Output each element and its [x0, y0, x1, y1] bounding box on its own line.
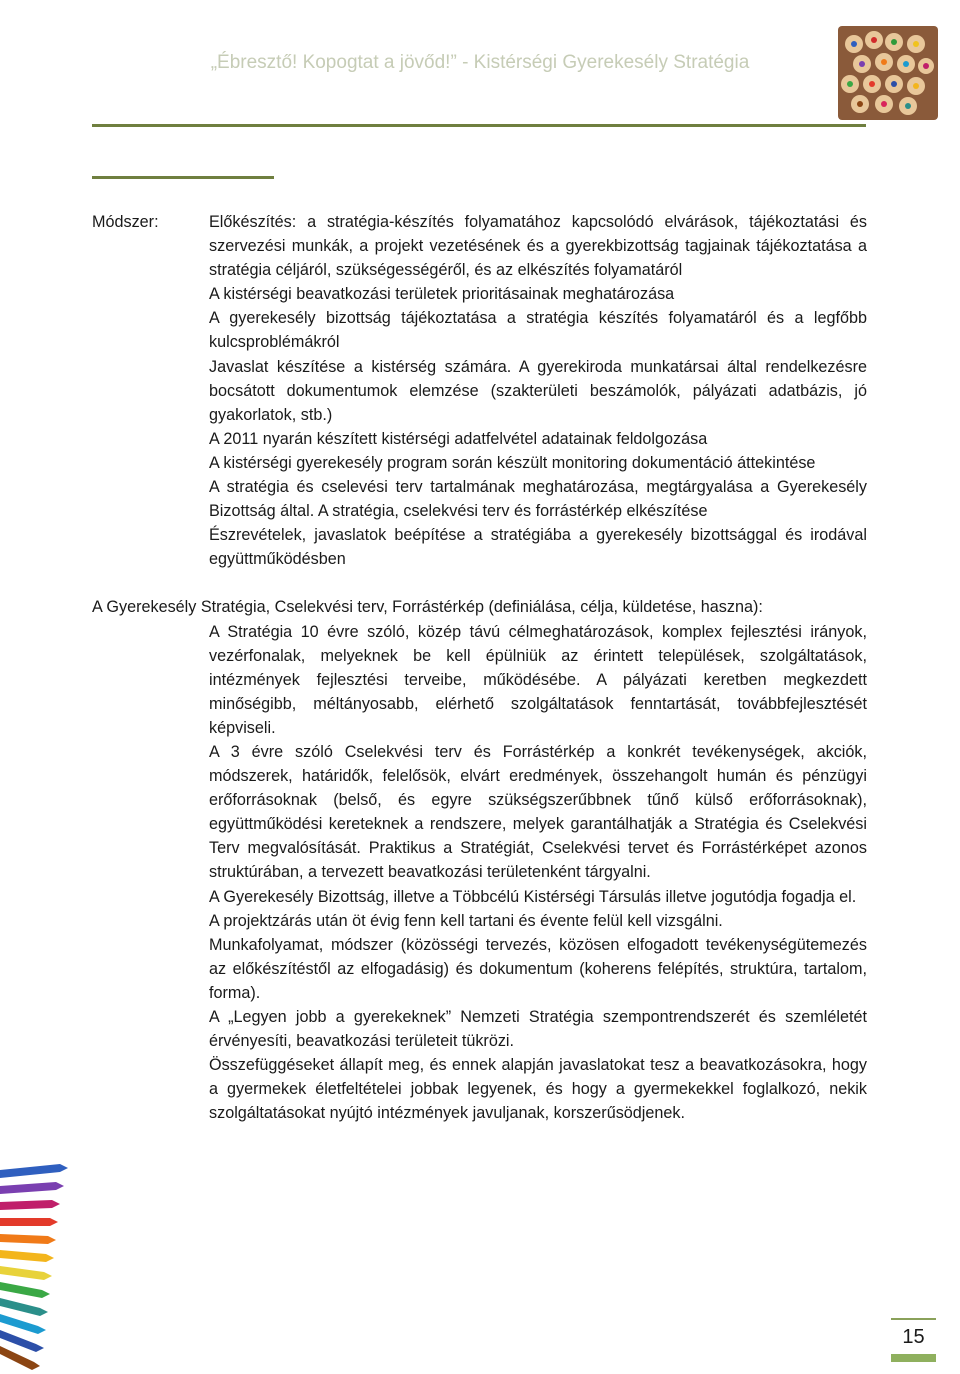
- section-item: A 3 évre szóló Cselekvési terv és Forrástérkép a konkrét tevékenységek, akciók, módszerek, határidők, felelősök, elvárt eredmények, összehangolt humán és pénzügyi erőforrásoknak (belső, és egyre szükségszerűbbnek tűnő külső erőforrásoknak), együttműködési kereteknek a rendszere, melyek garantálhatják a Stratégia és Cselekvési Terv megvalósítását. Praktikus a Stratégiát, Cselekvési tervet és Forrástérképet azonos struktúrában, a tervezett beavatkozási területenként tárgyalni.: [209, 742, 867, 882]
- method-item: A stratégia és cselevési terv tartalmának meghatározása, megtárgyalása a Gyerekesély Bizottság által. A stratégia, cselekvési terv és forrástérkép elkészítése: [209, 478, 867, 521]
- method-item: Észrevételek, javaslatok beépítése a stratégiába a gyerekesély bizottsággal és irodával együttműködésben: [209, 526, 867, 569]
- method-item: A kistérségi gyerekesély program során készült monitoring dokumentáció áttekintése: [209, 453, 816, 472]
- method-label: Módszer:: [92, 213, 159, 231]
- header-rule: [92, 124, 866, 127]
- section-item: Összefüggéseket állapít meg, és ennek alapján javaslatokat tesz a beavatkozásokra, hogy a gyermekek életfeltételei jobbak legyenek, és hogy a gyermekekkel foglalkozó, nekik szolgáltatásokat nyújtó intézmények javuljanak, korszerűsödjenek.: [209, 1056, 867, 1123]
- method-list: [209, 210, 867, 571]
- section-item: A Gyerekesély Bizottság, illetve a Többcélú Kistérségi Társulás illetve jogutódja fogadja el.: [209, 887, 857, 906]
- header-title: „Ébresztő! Kopogtat a jövőd!” - Kistérségi Gyerekesély Stratégia: [210, 52, 750, 73]
- section-heading: A Gyerekesély Stratégia, Cselekvési terv, Forrástérkép (definiálása, célja, küldetése, haszna):: [92, 598, 763, 617]
- method-block: [92, 210, 867, 571]
- colored-pencils-icon: [0, 1150, 92, 1374]
- method-item: A kistérségi beavatkozási területek prioritásainak meghatározása: [209, 285, 675, 304]
- method-item: A gyerekesély bizottság tájékoztatása a stratégia készítés folyamatáról és a legfőbb kulcsproblémákról: [209, 309, 867, 352]
- page-number-rule: [891, 1318, 936, 1320]
- method-item: Javaslat készítése a kistérség számára. A gyerekiroda munkatársai által rendelkezésre bocsátott dokumentumok elemzése (szakterületi beszámolók, pályázati adatbázis, jó gyakorlatok, stb.): [209, 357, 867, 424]
- section-item: A „Legyen jobb a gyerekeknek” Nemzeti Stratégia szempontrendszerét és szemléletét érvényesíti, beavatkozási területeit tükrözi.: [209, 1008, 867, 1051]
- page-number-box: [891, 1318, 936, 1362]
- colored-pencils-icon: [834, 20, 944, 124]
- method-item: A 2011 nyarán készített kistérségi adatfelvétel adatainak feldolgozása: [209, 429, 708, 448]
- method-item: Előkészítés: a stratégia-készítés folyamatához kapcsolódó elvárások, tájékoztatási és szervezési munkák, a projekt vezetésének és a gyerekbizottság tagjainak tájékoztatása a stratégia céljáról, szükségességéről, és az elkészítés folyamatáról: [209, 213, 867, 280]
- section-list: [209, 620, 867, 1126]
- section-item: A projektzárás után öt évig fenn kell tartani és évente felül kell vizsgálni.: [209, 911, 723, 930]
- section-rule: [92, 176, 274, 179]
- document-body: [92, 210, 867, 1125]
- section-item: Munkafolyamat, módszer (közösségi tervezés, közösen elfogadott tevékenységütemezés az előkészítéstől az elfogadásig) és dokumentum (koherens felépítés, struktúra, tartalom, forma).: [209, 935, 867, 1002]
- page-number-bar: [891, 1354, 936, 1362]
- page-number: 15: [902, 1326, 925, 1348]
- section-item: A Stratégia 10 évre szóló, közép távú célmeghatározások, komplex fejlesztési irányok, vezérfonalak, melyeknek be kell épülniük az érintett települések, szolgáltatások, intézmények fejlesztési terveibe, működésébe. A pályázati keretben megkezdett minőségibb, méltányosabb, elérhető szolgáltatások fenntartását, továbbfejlesztését képviseli.: [209, 622, 867, 737]
